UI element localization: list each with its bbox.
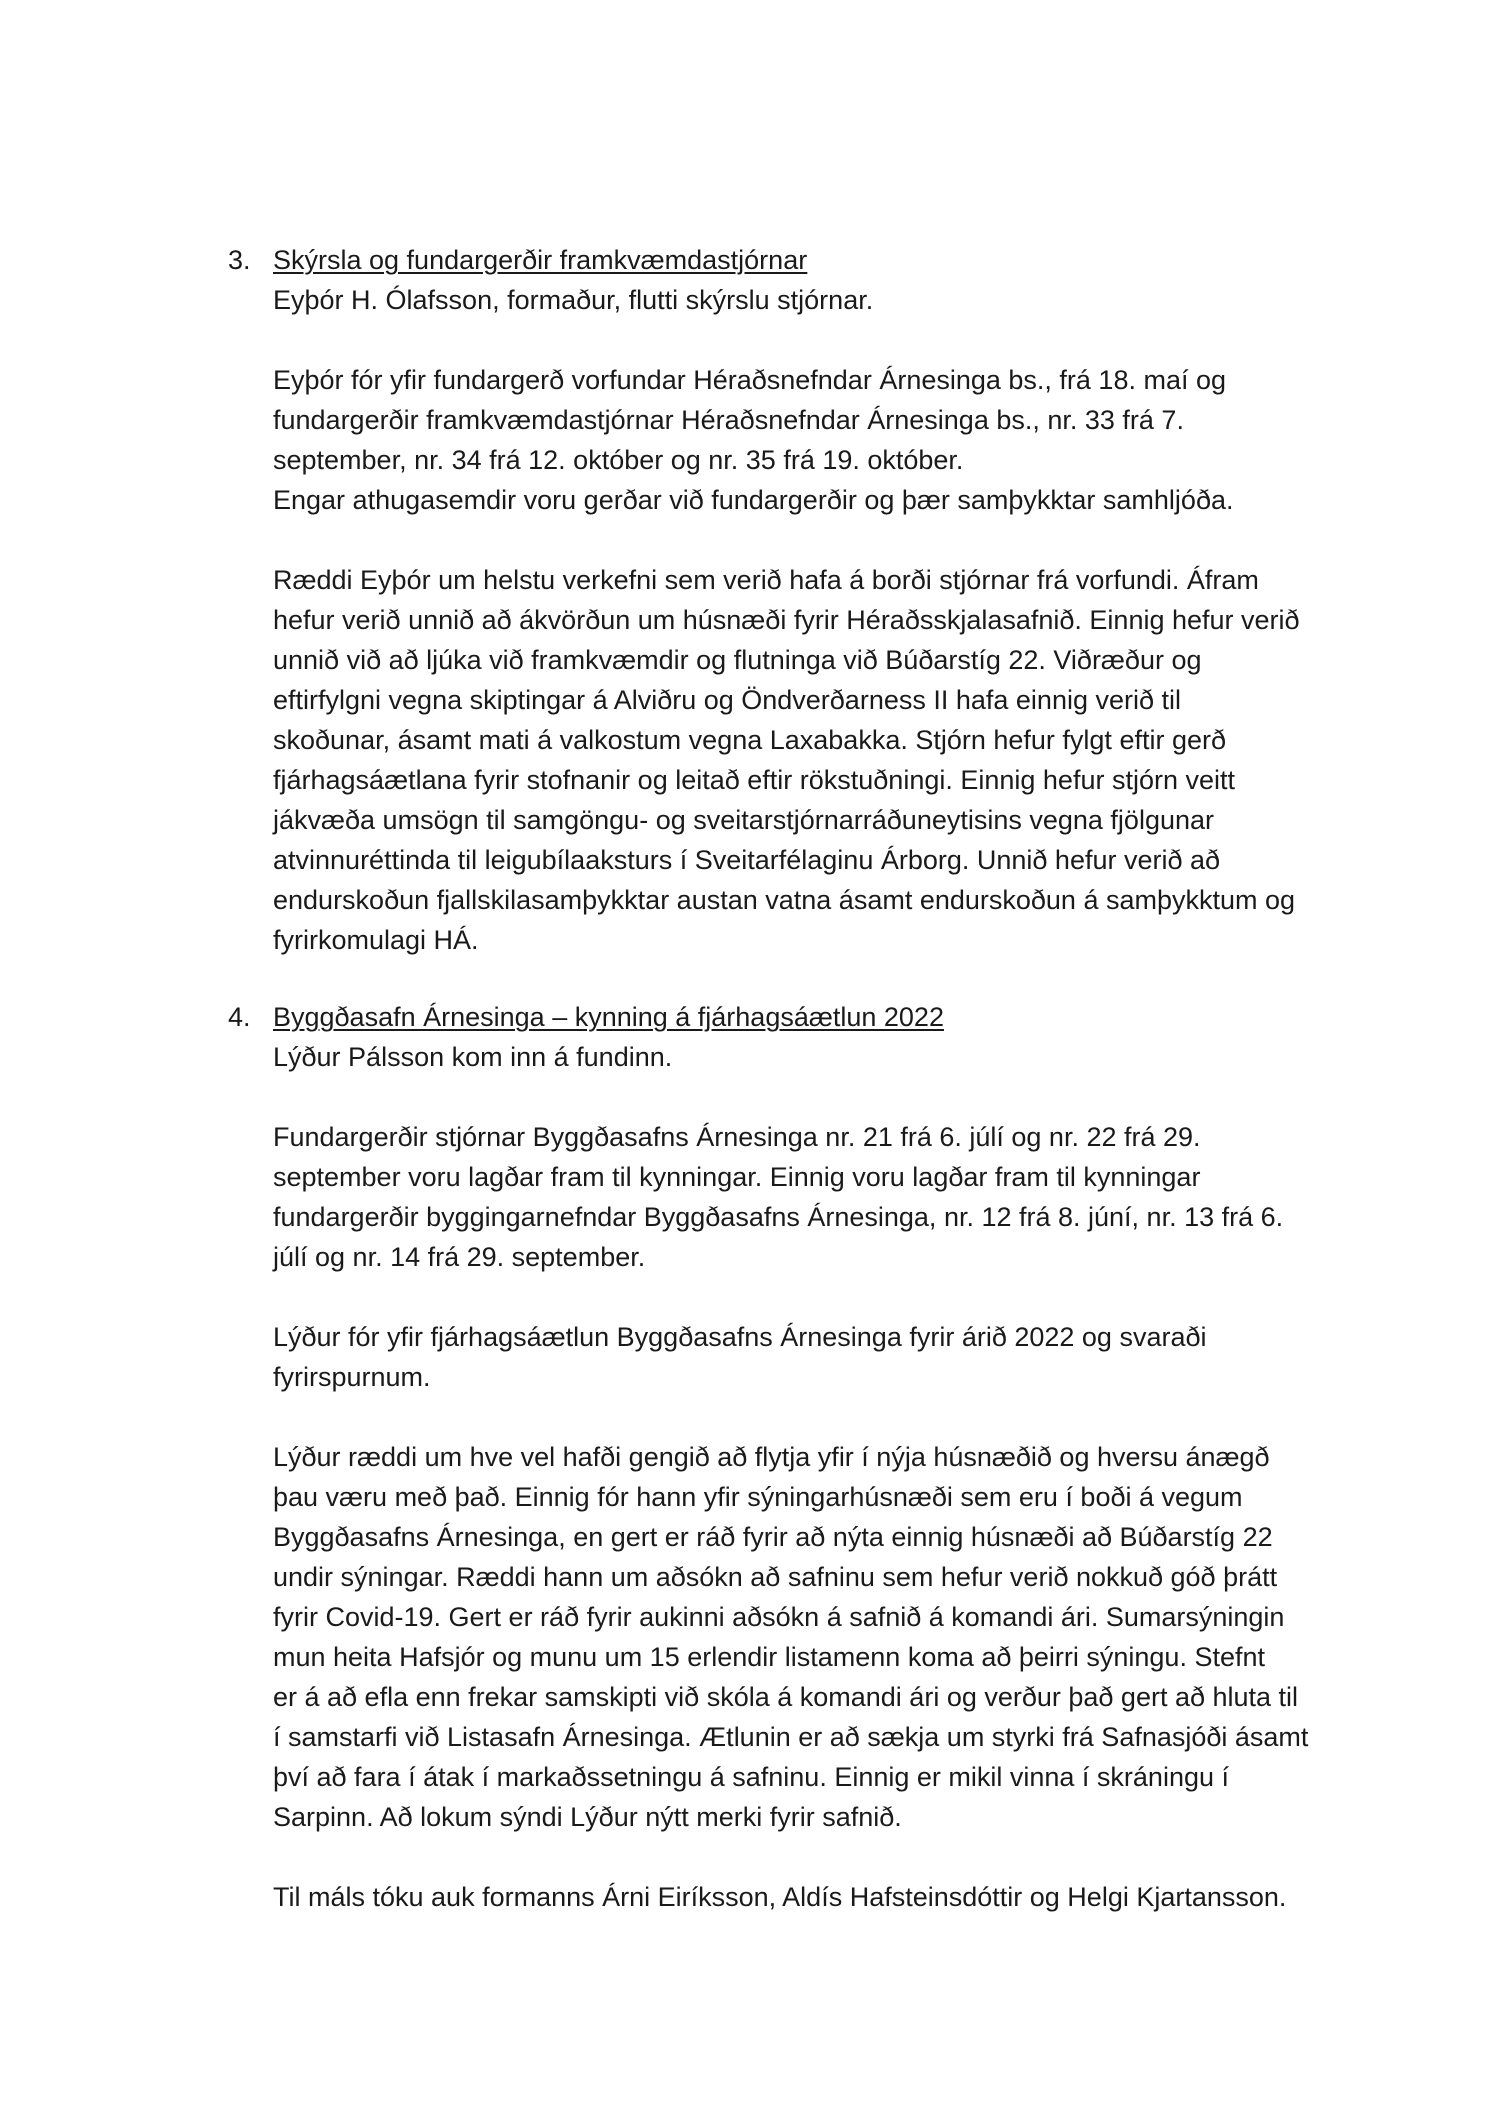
section-title: Byggðasafn Árnesinga – kynning á fjárhagsáætlun 2022 xyxy=(273,1002,944,1032)
paragraph: Engar athugasemdir voru gerðar við fundargerðir og þær samþykktar samhljóða. xyxy=(273,485,1234,515)
section-number: 4. xyxy=(228,1002,251,1032)
section-body xyxy=(228,1037,1348,1917)
section-heading xyxy=(228,240,1348,280)
paragraph: Eyþór H. Ólafsson, formaður, flutti skýrslu stjórnar. xyxy=(273,285,874,315)
paragraph: Lýður fór yfir fjárhagsáætlun Byggðasafns Árnesinga fyrir árið 2022 og svaraði fyrirspurnum. xyxy=(273,1322,1207,1392)
paragraph: Til máls tóku auk formanns Árni Eiríksson, Aldís Hafsteinsdóttir og Helgi Kjartansson. xyxy=(273,1882,1287,1912)
section-heading xyxy=(228,997,1348,1037)
paragraph: Ræddi Eyþór um helstu verkefni sem verið hafa á borði stjórnar frá vorfundi. Áfram hefur verið unnið að ákvörðun um húsnæði fyrir Héraðsskjalasafnið. Einnig hefur verið unnið við að ljúka við framkvæmdir og flutninga við Búðarstíg 22. Viðræður og eftirfylgni vegna skiptingar á Alviðru og Öndverðarness II hafa einnig verið til skoðunar, ásamt mati á valkostum vegna Laxabakka. Stjórn hefur fylgt eftir gerð fjárhagsáætlana fyrir stofnanir og leitað eftir rökstuðningi. Einnig hefur stjórn veitt jákvæða umsögn til samgöngu- og sveitarstjórnarráðuneytisins vegna fjölgunar atvinnuréttinda til leigubílaaksturs í Sveitarfélaginu Árborg. Unnið hefur verið að endurskoðun fjallskilasamþykktar austan vatna ásamt endurskoðun á samþykktum og fyrirkomulagi HÁ. xyxy=(273,565,1300,955)
section-number: 3. xyxy=(228,245,251,275)
section-title: Skýrsla og fundargerðir framkvæmdastjórnar xyxy=(273,245,808,275)
paragraph: Fundargerðir stjórnar Byggðasafns Árnesinga nr. 21 frá 6. júlí og nr. 22 frá 29. september voru lagðar fram til kynningar. Einnig voru lagðar fram til kynningar fundargerðir byggingarnefndar Byggðasafns Árnesinga, nr. 12 frá 8. júní, nr. 13 frá 6. júlí og nr. 14 frá 29. september. xyxy=(273,1122,1284,1272)
paragraph: Lýður ræddi um hve vel hafði gengið að flytja yfir í nýja húsnæðið og hversu ánægð þau væru með það. Einnig fór hann yfir sýningarhúsnæði sem eru í boði á vegum Byggðasafns Árnesinga, en gert er ráð fyrir að nýta einnig húsnæði að Búðarstíg 22 undir sýningar. Ræddi hann um aðsókn að safninu sem hefur verið nokkuð góð þrátt fyrir Covid-19. Gert er ráð fyrir aukinni aðsókn á safnið á komandi ári. Sumarsýningin mun heita Hafsjór og munu um 15 erlendir listamenn koma að þeirri sýningu. Stefnt er á að efla enn frekar samskipti við skóla á komandi ári og verður það gert að hluta til í samstarfi við Listasafn Árnesinga. Ætlunin er að sækja um styrki frá Safnasjóði ásamt því að fara í átak í markaðssetningu á safninu. Einnig er mikil vinna í skráningu í Sarpinn. Að lokum sýndi Lýður nýtt merki fyrir safnið. xyxy=(273,1442,1309,1832)
section-body xyxy=(228,280,1348,960)
section-4 xyxy=(228,997,1348,1917)
section-3 xyxy=(228,240,1348,960)
paragraph: Eyþór fór yfir fundargerð vorfundar Héraðsnefndar Árnesinga bs., frá 18. maí og fundargerðir framkvæmdastjórnar Héraðsnefndar Árnesinga bs., nr. 33 frá 7. september, nr. 34 frá 12. október og nr. 35 frá 19. október. xyxy=(273,365,1227,475)
paragraph: Lýður Pálsson kom inn á fundinn. xyxy=(273,1042,673,1072)
